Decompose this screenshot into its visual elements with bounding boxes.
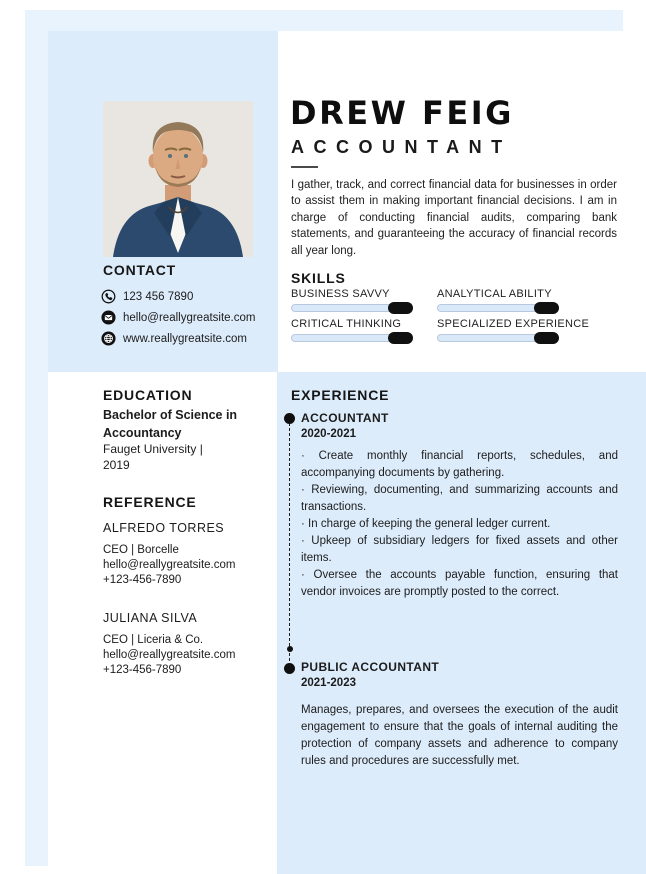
skill-item: [291, 288, 437, 312]
contact-item-email: [101, 310, 255, 325]
reference-phone: +123-456-7890: [103, 574, 182, 586]
education-degree: Bachelor of Science in Accountancy: [103, 408, 238, 440]
skill-label: ANALYTICAL ABILITY: [437, 288, 552, 300]
job-bullet: · Reviewing, documenting, and summarizing accounts and transactions.: [301, 482, 618, 516]
contact-phone-text: 123 456 7890: [123, 290, 194, 303]
education-school: [103, 441, 275, 473]
contact-list: [101, 289, 255, 346]
job-bullet: · Oversee the accounts payable function, ensuring that vendor invoices are promptly posted to the correct.: [301, 567, 618, 601]
name-heading: DREW FEIG: [290, 94, 514, 132]
reference-role: CEO | Liceria & Co.: [103, 634, 204, 646]
reference-email: hello@reallygreatsite.com: [103, 559, 236, 571]
contact-item-phone: [101, 289, 255, 304]
experience-heading: EXPERIENCE: [291, 387, 390, 403]
contact-email-text: hello@reallygreatsite.com: [123, 311, 256, 324]
reference-item: [103, 521, 235, 588]
job-period: 2021-2023: [301, 677, 356, 689]
skill-knob: [534, 332, 559, 344]
skill-knob: [534, 302, 559, 314]
skill-bar: [437, 334, 559, 342]
email-icon: [101, 310, 116, 325]
reference-heading: REFERENCE: [103, 494, 197, 510]
job-bullet: · In charge of keeping the general ledger current.: [301, 516, 618, 533]
contact-website-text: www.reallygreatsite.com: [123, 332, 247, 345]
reference-role: CEO | Borcelle: [103, 544, 179, 556]
reference-email: hello@reallygreatsite.com: [103, 649, 236, 661]
left-accent-strip: [25, 10, 48, 866]
timeline-dot-small: [287, 646, 293, 652]
skill-label: BUSINESS SAVVY: [291, 288, 390, 300]
job-period: 2020-2021: [301, 428, 356, 440]
skill-knob: [388, 332, 413, 344]
reference-details: [103, 633, 235, 678]
role-heading: ACCOUNTANT: [291, 137, 512, 157]
skill-bar: [291, 304, 413, 312]
job-title: ACCOUNTANT: [301, 411, 389, 425]
header-divider: [291, 166, 318, 168]
skill-item: [437, 318, 617, 342]
reference-details: [103, 543, 235, 588]
job-description: Manages, prepares, and oversees the execution of the audit engagement to ensure that the goals of internal auditing the protection of company assets and adherence to company rules and procedures are successfully met.: [301, 704, 618, 767]
reference-name: ALFREDO TORRES: [103, 521, 225, 535]
portrait-illustration: [103, 101, 253, 257]
skill-bar: [437, 304, 559, 312]
skill-label: CRITICAL THINKING: [291, 318, 402, 330]
globe-icon: [101, 331, 116, 346]
education-school-name: Fauget University |: [103, 442, 203, 456]
skill-knob: [388, 302, 413, 314]
job-bullet-list: [301, 448, 618, 601]
experience-job: [301, 660, 618, 770]
skills-heading: SKILLS: [291, 270, 346, 286]
timeline-dot: [284, 663, 295, 674]
job-bullet: · Upkeep of subsidiary ledgers for fixed assets and other items.: [301, 533, 618, 567]
education-heading: EDUCATION: [103, 387, 193, 403]
reference-name: JULIANA SILVA: [103, 611, 198, 625]
skill-bar: [291, 334, 413, 342]
skill-item: [437, 288, 617, 312]
education-year: 2019: [103, 458, 130, 472]
top-accent-band: [25, 10, 623, 31]
contact-item-website: [101, 331, 255, 346]
skills-grid: [291, 288, 617, 342]
skill-item: [291, 318, 437, 342]
experience-job: [301, 411, 618, 601]
skill-label: SPECIALIZED EXPERIENCE: [437, 318, 590, 330]
reference-phone: +123-456-7890: [103, 664, 182, 676]
phone-icon: [101, 289, 116, 304]
summary-text: I gather, track, and correct financial data for businesses in order to assist them in making important financial decisions. I am in charge of conducting financial audits, comparing bank statements, and guaranteeing the accuracy of financial records all year long.: [291, 179, 617, 257]
job-title: PUBLIC ACCOUNTANT: [301, 660, 440, 674]
contact-heading: CONTACT: [103, 262, 176, 278]
profile-photo: [103, 101, 253, 257]
reference-item: [103, 611, 235, 678]
timeline-dashed-line: [289, 423, 290, 661]
timeline-dot: [284, 413, 295, 424]
job-bullet: · Create monthly financial reports, schedules, and accompanying documents by gathering.: [301, 448, 618, 482]
